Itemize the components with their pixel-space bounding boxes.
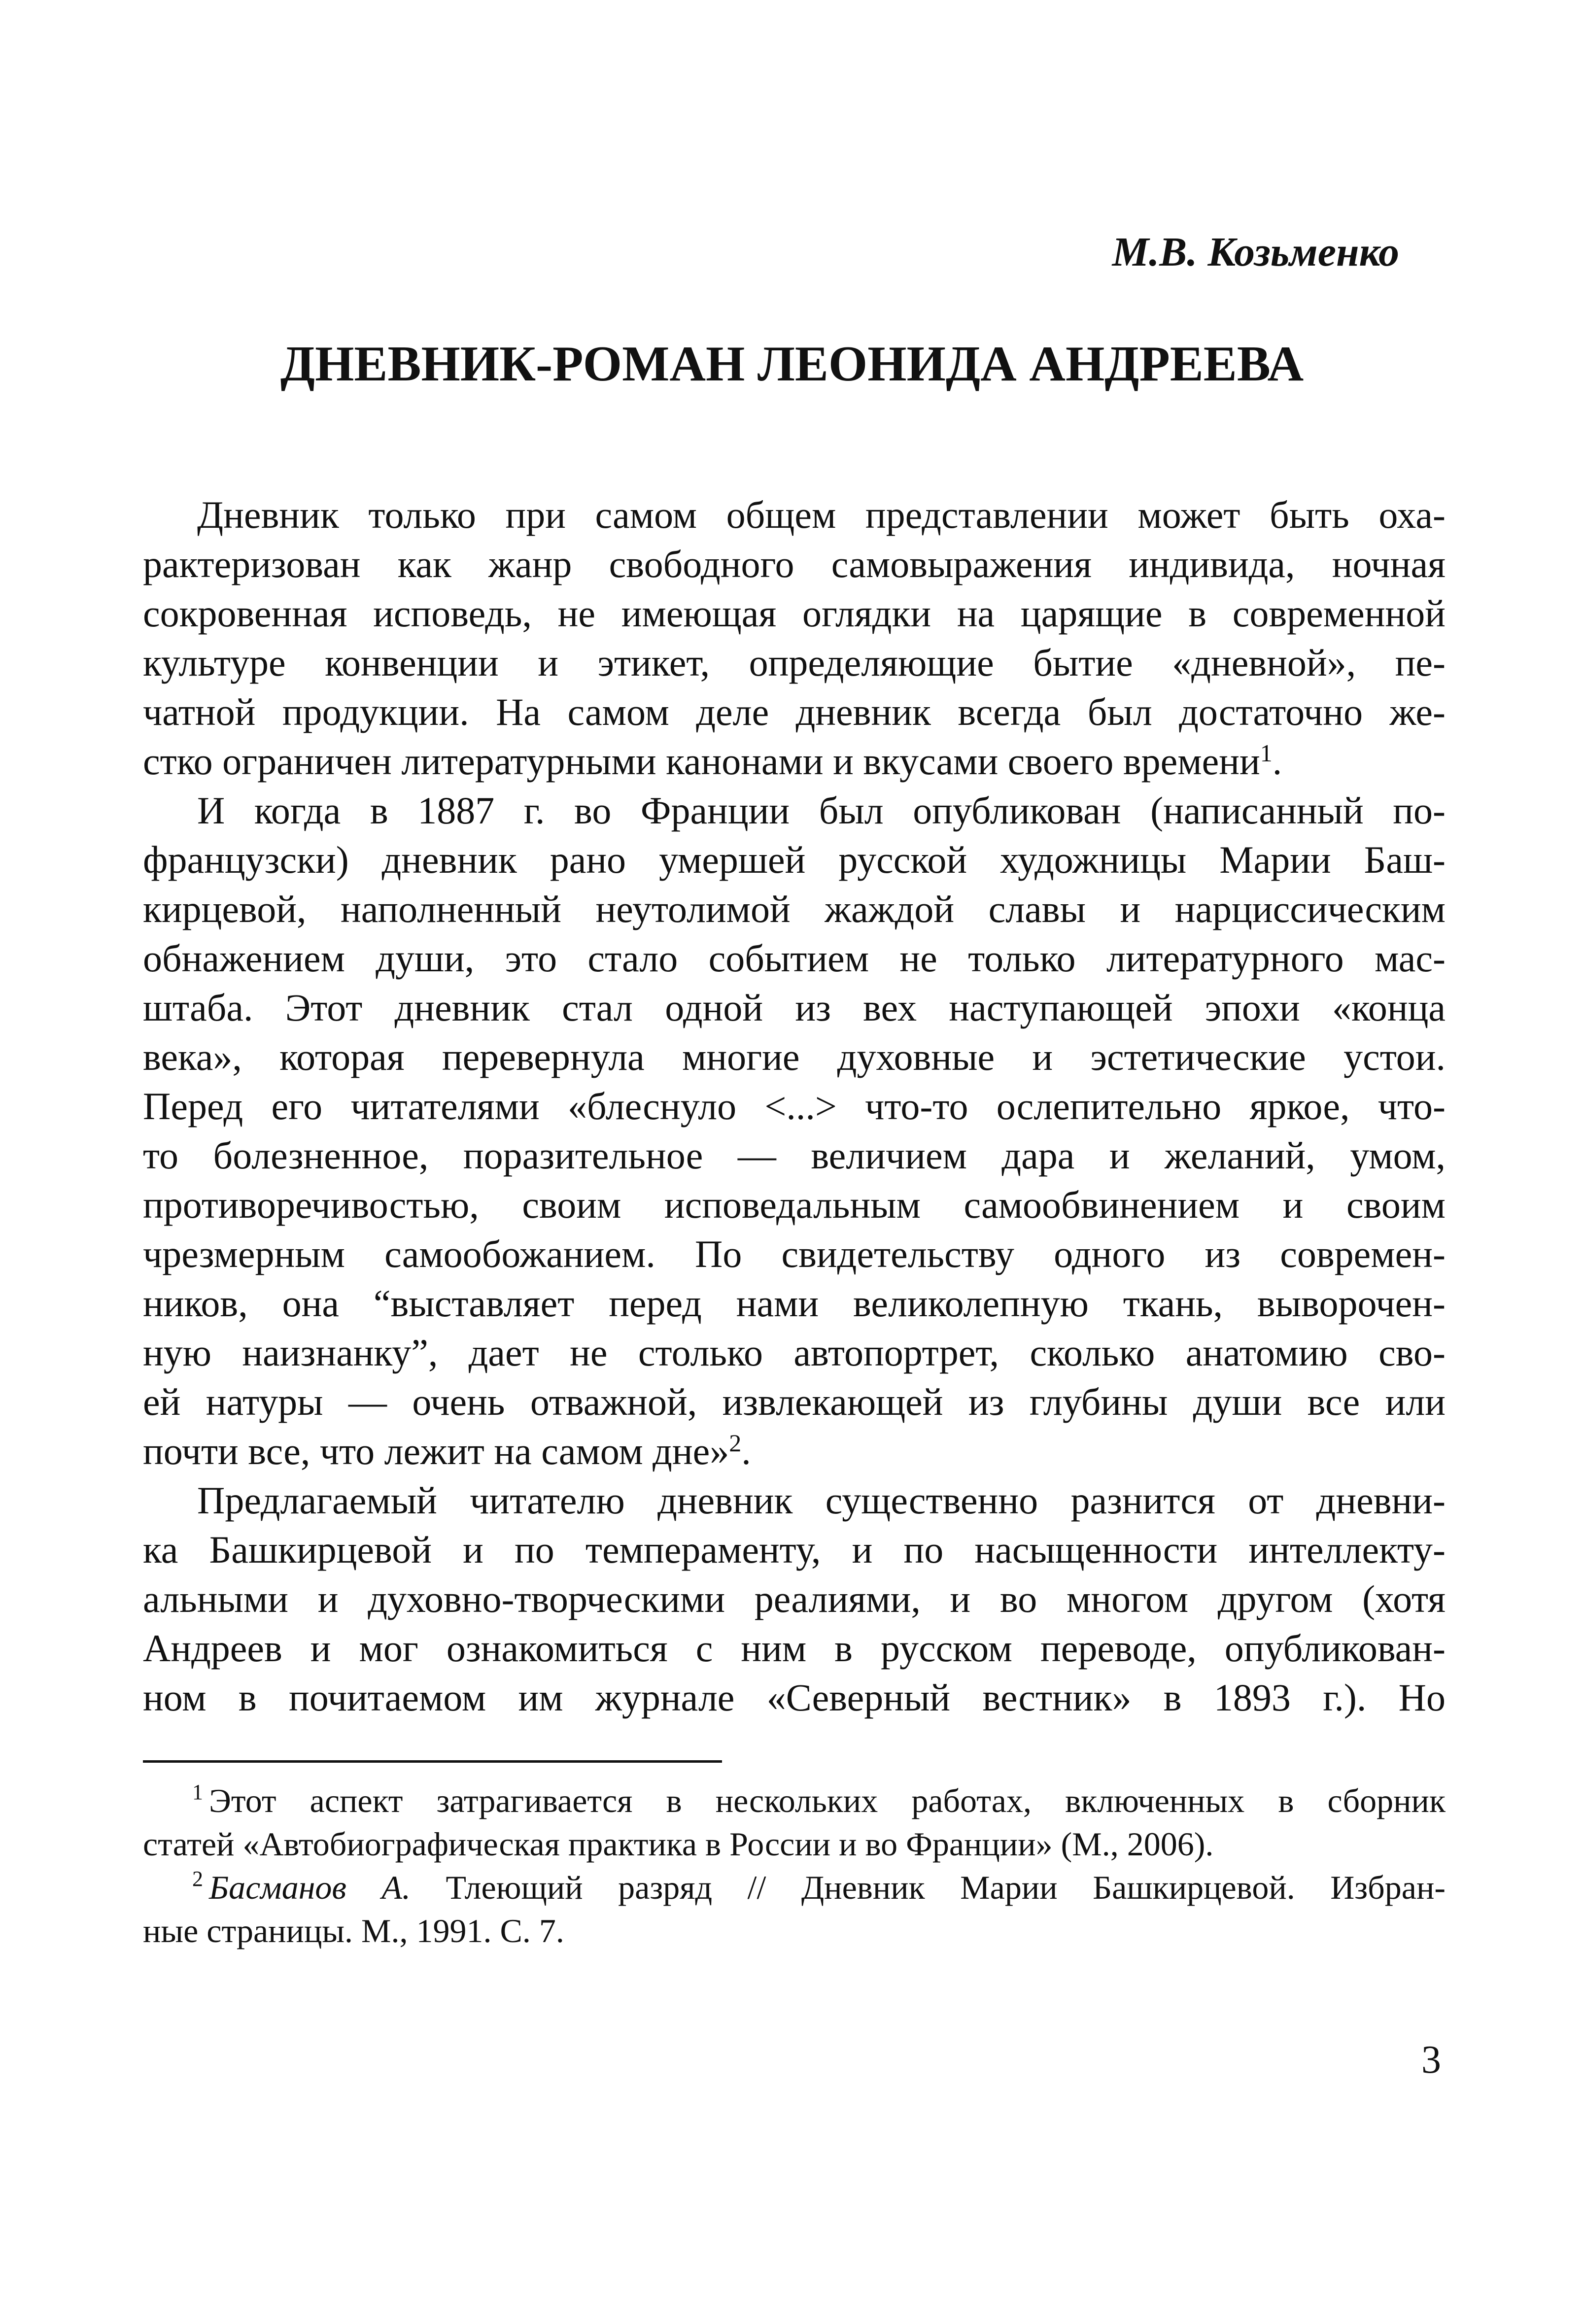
- footnote-author: Басманов А.: [209, 1869, 411, 1906]
- body-line: чатной продукции. На самом деле дневник всегда был достаточно же-: [143, 690, 1446, 733]
- body-line-text: почти все, что лежит на самом дне»: [143, 1430, 729, 1472]
- body-line: ей натуры — очень отважной, извлекающей из глубины души все или: [143, 1380, 1446, 1423]
- footnote-ref: 1: [1260, 739, 1273, 767]
- punctuation: .: [741, 1430, 751, 1472]
- footnote-divider: [143, 1760, 722, 1763]
- footnotes: [143, 1779, 1446, 1952]
- footnote-text: Тлеющий разряд // Дневник Марии Башкирцевой. Избран-: [410, 1869, 1446, 1906]
- body-line: Дневник только при самом общем представлении может быть оха-: [197, 493, 1446, 536]
- body-line: Андреев и мог ознакомиться с ним в русском переводе, опубликован-: [143, 1627, 1446, 1670]
- footnote-2: [143, 1866, 1446, 1909]
- body-line: рактеризован как жанр свободного самовыражения индивида, ночная: [143, 543, 1446, 585]
- body-line-text: стко ограничен литературными канонами и вкусами своего времени: [143, 740, 1260, 783]
- footnote-mark: 1: [192, 1780, 203, 1804]
- body-line: И когда в 1887 г. во Франции был опубликован (написанный по-: [197, 789, 1446, 832]
- body-line: культуре конвенции и этикет, определяющие бытие «дневной», пе-: [143, 641, 1446, 684]
- body-line: то болезненное, поразительное — величием дара и желаний, умом,: [143, 1134, 1446, 1177]
- body-line: Перед его читателями «блеснуло <...> что-то ослепительно яркое, что-: [143, 1085, 1446, 1128]
- body-line: века», которая перевернула многие духовные и эстетические устои.: [143, 1035, 1446, 1078]
- body-line: [143, 737, 1446, 786]
- body-line: [143, 1427, 1446, 1476]
- page-number: 3: [1421, 2038, 1441, 2082]
- footnote-text: Этот аспект затрагивается в нескольких работах, включенных в сборник: [209, 1782, 1446, 1819]
- body-line: чрезмерным самообожанием. По свидетельству одного из современ-: [143, 1232, 1446, 1275]
- footnote-1: [143, 1779, 1446, 1822]
- body-line: обнажением души, это стало событием не только литературного мас-: [143, 937, 1446, 980]
- body-line: ка Башкирцевой и по темпераменту, и по насыщенности интеллекту-: [143, 1528, 1446, 1571]
- body-line: альными и духовно-творческими реалиями, и во многом другом (хотя: [143, 1577, 1446, 1620]
- footnote-mark: 2: [192, 1867, 203, 1891]
- body-line: ном в почитаемом им журнале «Северный вестник» в 1893 г.). Но: [143, 1676, 1446, 1719]
- body-line: противоречивостью, своим исповедальным самообвинением и своим: [143, 1183, 1446, 1226]
- footnote-2-cont: ные страницы. М., 1991. С. 7.: [143, 1912, 564, 1949]
- body-line: штаба. Этот дневник стал одной из вех наступающей эпохи «конца: [143, 986, 1446, 1029]
- body-line: ную наизнанку”, дает не столько автопортрет, сколько анатомию сво-: [143, 1331, 1446, 1374]
- body-line: сокровенная исповедь, не имеющая оглядки на царящие в современной: [143, 592, 1446, 635]
- punctuation: .: [1272, 740, 1282, 783]
- author-name: М.В. Козьменко: [1112, 229, 1399, 275]
- body-line: кирцевой, наполненный неутолимой жаждой славы и нарциссическим: [143, 888, 1446, 930]
- body-line: Предлагаемый читателю дневник существенно разнится от дневни-: [197, 1479, 1446, 1522]
- footnote-ref: 2: [729, 1429, 742, 1457]
- body-line: французски) дневник рано умершей русской художницы Марии Баш-: [143, 838, 1446, 881]
- article-body: [143, 490, 1446, 1722]
- footnote-1-cont: статей «Автобиографическая практика в России и во Франции» (М., 2006).: [143, 1825, 1214, 1863]
- article-title: ДНЕВНИК-РОМАН ЛЕОНИДА АНДРЕЕВА: [280, 336, 1304, 392]
- body-line: ников, она “выставляет перед нами великолепную ткань, выворочен-: [143, 1282, 1446, 1325]
